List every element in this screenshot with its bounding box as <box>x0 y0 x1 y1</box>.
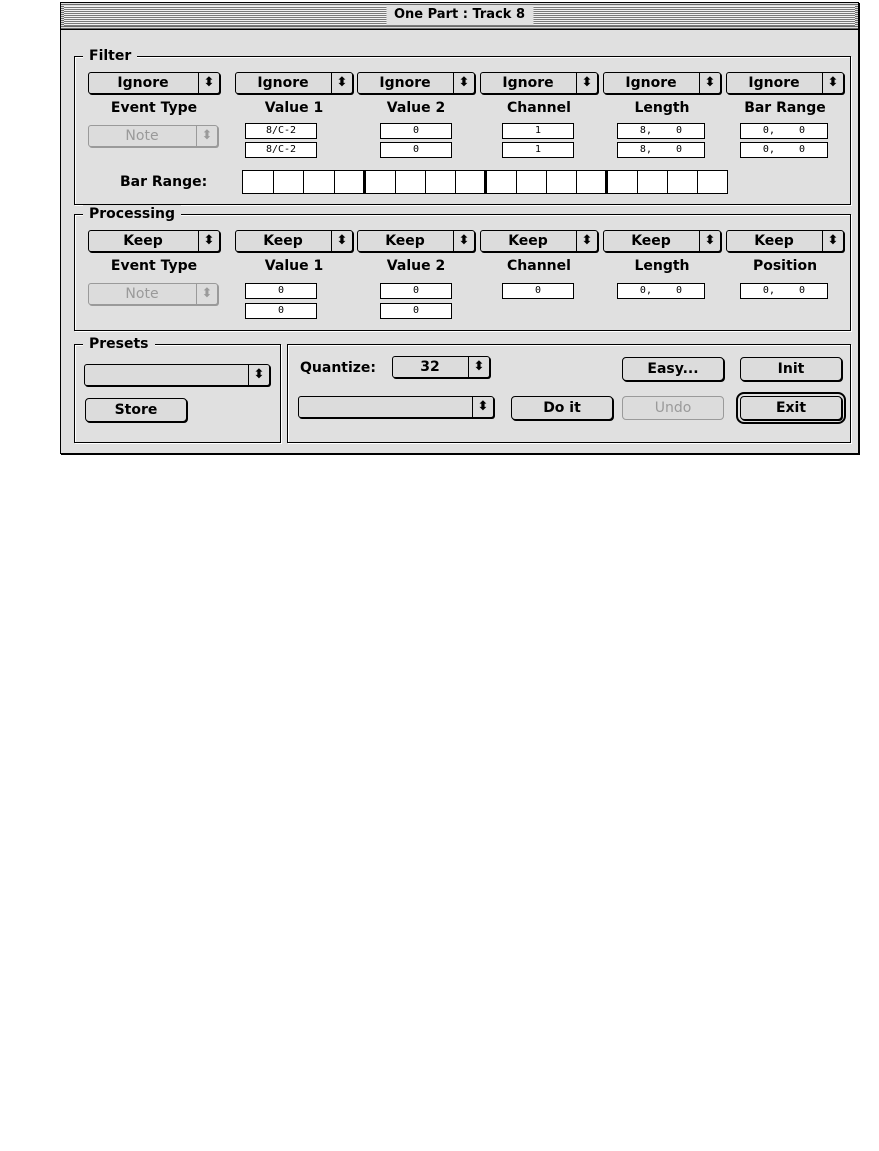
popup-value: Ignore <box>748 75 800 91</box>
window-title: One Part : Track 8 <box>386 5 533 25</box>
processing-event-type-mode-popup[interactable] <box>88 230 220 252</box>
bar-range-cell[interactable] <box>516 171 517 193</box>
filter-length-max-field[interactable]: 8, 0 <box>617 142 705 158</box>
updown-arrows-icon: ⬍ <box>699 73 720 93</box>
popup-value: Note <box>125 128 159 144</box>
processing-channel-header: Channel <box>507 258 571 274</box>
bar-range-cell[interactable] <box>395 171 396 193</box>
processing-position-header: Position <box>752 258 818 274</box>
bar-range-cell[interactable] <box>667 171 668 193</box>
logical-editor-window <box>60 2 859 454</box>
filter-bar-range-header: Bar Range <box>744 100 826 116</box>
filter-length-mode-popup[interactable] <box>603 72 721 94</box>
filter-value1-mode-popup[interactable] <box>235 72 353 94</box>
processing-value1-header: Value 1 <box>264 258 324 274</box>
bar-range-cell[interactable] <box>273 171 274 193</box>
filter-channel-mode-popup[interactable] <box>480 72 598 94</box>
popup-value: 32 <box>420 359 440 375</box>
bar-range-label: Bar Range: <box>120 174 208 190</box>
filter-value1-max-field[interactable]: 8/C-2 <box>245 142 317 158</box>
filter-channel-max-field[interactable]: 1 <box>502 142 574 158</box>
filter-group <box>74 48 851 205</box>
init-button[interactable]: Init <box>740 357 842 381</box>
filter-event-type-popup[interactable] <box>88 125 218 147</box>
popup-value: Keep <box>385 233 425 249</box>
filter-event-type-mode-popup[interactable] <box>88 72 220 94</box>
presets-group-label: Presets <box>83 335 155 353</box>
quantize-popup[interactable] <box>392 356 490 378</box>
updown-arrows-icon: ⬍ <box>576 73 597 93</box>
updown-arrows-icon: ⬍ <box>576 231 597 251</box>
filter-bar-range-max-field[interactable]: 0, 0 <box>740 142 828 158</box>
processing-event-type-header: Event Type <box>110 258 198 274</box>
processing-value1-op-field[interactable]: 0 <box>245 283 317 299</box>
processing-channel-mode-popup[interactable] <box>480 230 598 252</box>
processing-length-mode-popup[interactable] <box>603 230 721 252</box>
filter-channel-min-field[interactable]: 1 <box>502 123 574 139</box>
bar-range-cell[interactable] <box>605 171 608 193</box>
filter-value2-header: Value 2 <box>386 100 446 116</box>
filter-value2-mode-popup[interactable] <box>357 72 475 94</box>
processing-value1-mode-popup[interactable] <box>235 230 353 252</box>
updown-arrows-icon: ⬍ <box>453 231 474 251</box>
processing-position-mode-popup[interactable] <box>726 230 844 252</box>
popup-value: Ignore <box>379 75 431 91</box>
updown-arrows-icon: ⬍ <box>822 73 843 93</box>
processing-length-field[interactable]: 0, 0 <box>617 283 705 299</box>
updown-arrows-icon: ⬍ <box>699 231 720 251</box>
popup-value: Keep <box>508 233 548 249</box>
updown-arrows-icon: ⬍ <box>198 231 219 251</box>
function-popup[interactable] <box>298 396 494 418</box>
processing-group-label: Processing <box>83 205 181 223</box>
updown-arrows-icon: ⬍ <box>198 73 219 93</box>
title-bar[interactable] <box>61 3 858 30</box>
bar-range-cell[interactable] <box>637 171 638 193</box>
filter-length-min-field[interactable]: 8, 0 <box>617 123 705 139</box>
bar-range-cell[interactable] <box>363 171 366 193</box>
filter-event-type-header: Event Type <box>110 100 198 116</box>
popup-value: Ignore <box>117 75 169 91</box>
bar-range-cell[interactable] <box>576 171 577 193</box>
store-button[interactable]: Store <box>85 398 187 422</box>
updown-arrows-icon: ⬍ <box>472 397 493 417</box>
updown-arrows-icon: ⬍ <box>331 73 352 93</box>
popup-value: Keep <box>123 233 163 249</box>
processing-value2-op-field[interactable]: 0 <box>380 283 452 299</box>
filter-channel-header: Channel <box>507 100 571 116</box>
popup-value: Ignore <box>625 75 677 91</box>
updown-arrows-icon: ⬍ <box>331 231 352 251</box>
popup-value: Keep <box>754 233 794 249</box>
processing-value2-header: Value 2 <box>386 258 446 274</box>
popup-value: Keep <box>263 233 303 249</box>
updown-arrows-icon: ⬍ <box>248 365 269 385</box>
quantize-label: Quantize: <box>300 360 377 376</box>
processing-event-type-popup[interactable] <box>88 283 218 305</box>
processing-value1-val-field[interactable]: 0 <box>245 303 317 319</box>
bar-range-cell[interactable] <box>334 171 335 193</box>
updown-arrows-icon: ⬍ <box>196 284 217 304</box>
processing-group <box>74 206 851 331</box>
presets-group <box>74 336 281 443</box>
updown-arrows-icon: ⬍ <box>453 73 474 93</box>
updown-arrows-icon: ⬍ <box>468 357 489 377</box>
filter-bar-range-min-field[interactable]: 0, 0 <box>740 123 828 139</box>
processing-value2-val-field[interactable]: 0 <box>380 303 452 319</box>
updown-arrows-icon: ⬍ <box>822 231 843 251</box>
processing-channel-field[interactable]: 0 <box>502 283 574 299</box>
filter-value2-max-field[interactable]: 0 <box>380 142 452 158</box>
filter-value1-header: Value 1 <box>264 100 324 116</box>
filter-length-header: Length <box>634 100 690 116</box>
filter-value1-min-field[interactable]: 8/C-2 <box>245 123 317 139</box>
popup-value: Note <box>125 286 159 302</box>
bar-range-cell[interactable] <box>303 171 304 193</box>
popup-value: Keep <box>631 233 671 249</box>
do-it-button[interactable]: Do it <box>511 396 613 420</box>
popup-value: Ignore <box>502 75 554 91</box>
updown-arrows-icon: ⬍ <box>196 126 217 146</box>
presets-popup[interactable] <box>84 364 270 386</box>
processing-position-field[interactable]: 0, 0 <box>740 283 828 299</box>
filter-value2-min-field[interactable]: 0 <box>380 123 452 139</box>
actions-group <box>287 344 851 443</box>
filter-group-label: Filter <box>83 47 137 65</box>
bar-range-cell[interactable] <box>455 171 456 193</box>
processing-value2-mode-popup[interactable] <box>357 230 475 252</box>
easy-button[interactable]: Easy... <box>622 357 724 381</box>
bar-range-cell[interactable] <box>546 171 547 193</box>
bar-range-cell[interactable] <box>425 171 426 193</box>
bar-range-cell[interactable] <box>484 171 487 193</box>
processing-length-header: Length <box>634 258 690 274</box>
bar-range-grid[interactable] <box>242 170 728 194</box>
filter-bar-range-mode-popup[interactable] <box>726 72 844 94</box>
exit-button[interactable]: Exit <box>740 396 842 420</box>
popup-value: Ignore <box>257 75 309 91</box>
bar-range-cell[interactable] <box>697 171 698 193</box>
undo-button[interactable]: Undo <box>622 396 724 420</box>
